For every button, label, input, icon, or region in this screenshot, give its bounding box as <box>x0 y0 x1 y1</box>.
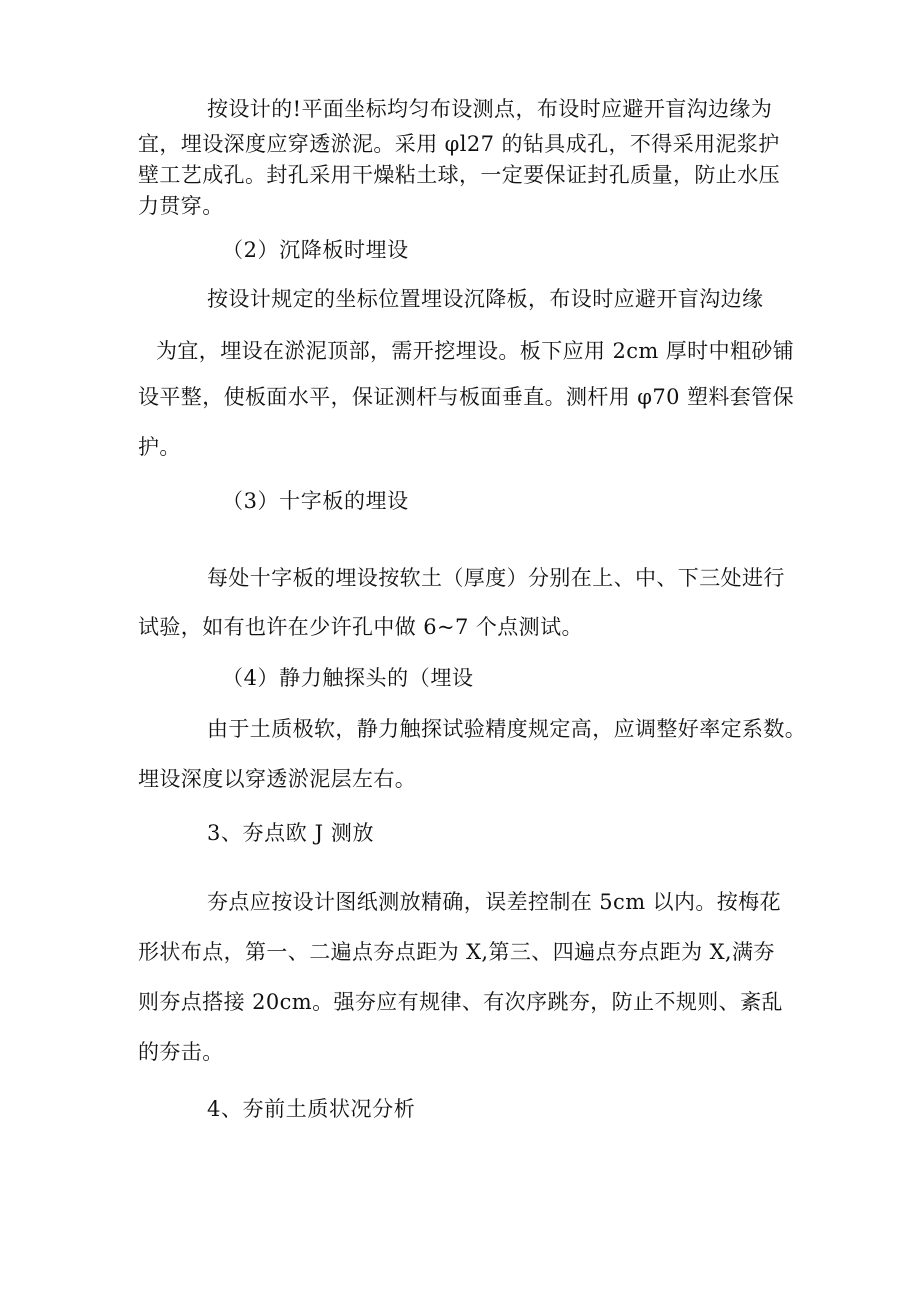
paragraph-1-line-4: 力贯穿。 <box>138 194 224 218</box>
paragraph-3-line-2: 试验，如有也许在少许孔中做 6~7 个点测试。 <box>138 615 583 639</box>
paragraph-4-line-2: 埋设深度以穿透淤泥层左右。 <box>138 767 417 791</box>
paragraph-2-line-3: 设平整，使板面水平，保证测杆与板面垂直。测杆用 φ70 塑料套管保 <box>138 385 794 409</box>
heading-2: （2）沉降板时埋设 <box>222 238 409 262</box>
heading-3: （3）十字板的埋设 <box>222 489 409 513</box>
paragraph-1-line-2: 宜，埋设深度应穿透淤泥。采用 φl27 的钻具成孔，不得采用泥浆护 <box>138 132 780 156</box>
paragraph-2-line-1: 按设计规定的坐标位置埋设沉降板，布设时应避开盲沟边缘 <box>207 287 764 311</box>
paragraph-5-line-2: 形状布点，第一、二遍点夯点距为 X,第三、四遍点夯点距为 X,满夯 <box>138 940 775 964</box>
paragraph-5-line-1: 夯点应按设计图纸测放精确，误差控制在 5cm 以内。按梅花 <box>207 890 781 914</box>
paragraph-2-line-4: 护。 <box>138 435 181 459</box>
section-3-heading: 3、夯点欧 J 测放 <box>207 821 375 845</box>
paragraph-5-line-4: 的夯击。 <box>138 1040 224 1064</box>
paragraph-5-line-3: 则夯点搭接 20cm。强夯应有规律、有次序跳夯，防止不规则、紊乱 <box>138 990 783 1014</box>
paragraph-3-line-1: 每处十字板的埋设按软土（厚度）分别在上、中、下三处进行 <box>207 566 785 590</box>
paragraph-1-line-3: 壁工艺成孔。封孔采用干燥粘土球，一定要保证封孔质量，防止水压 <box>138 163 780 187</box>
paragraph-1-line-1: 按设计的!平面坐标均匀布设测点，布设时应避开盲沟边缘为 <box>207 97 773 121</box>
paragraph-4-line-1: 由于土质极软，静力触探试验精度规定高，应调整好率定系数。 <box>207 717 807 741</box>
section-4-heading: 4、夯前土质状况分析 <box>207 1097 416 1121</box>
paragraph-2-line-2: 为宜，埋设在淤泥顶部，需开挖埋设。板下应用 2cm 厚时中粗砂铺 <box>156 339 795 363</box>
heading-4: （4）静力触探头的（埋设 <box>222 666 474 690</box>
